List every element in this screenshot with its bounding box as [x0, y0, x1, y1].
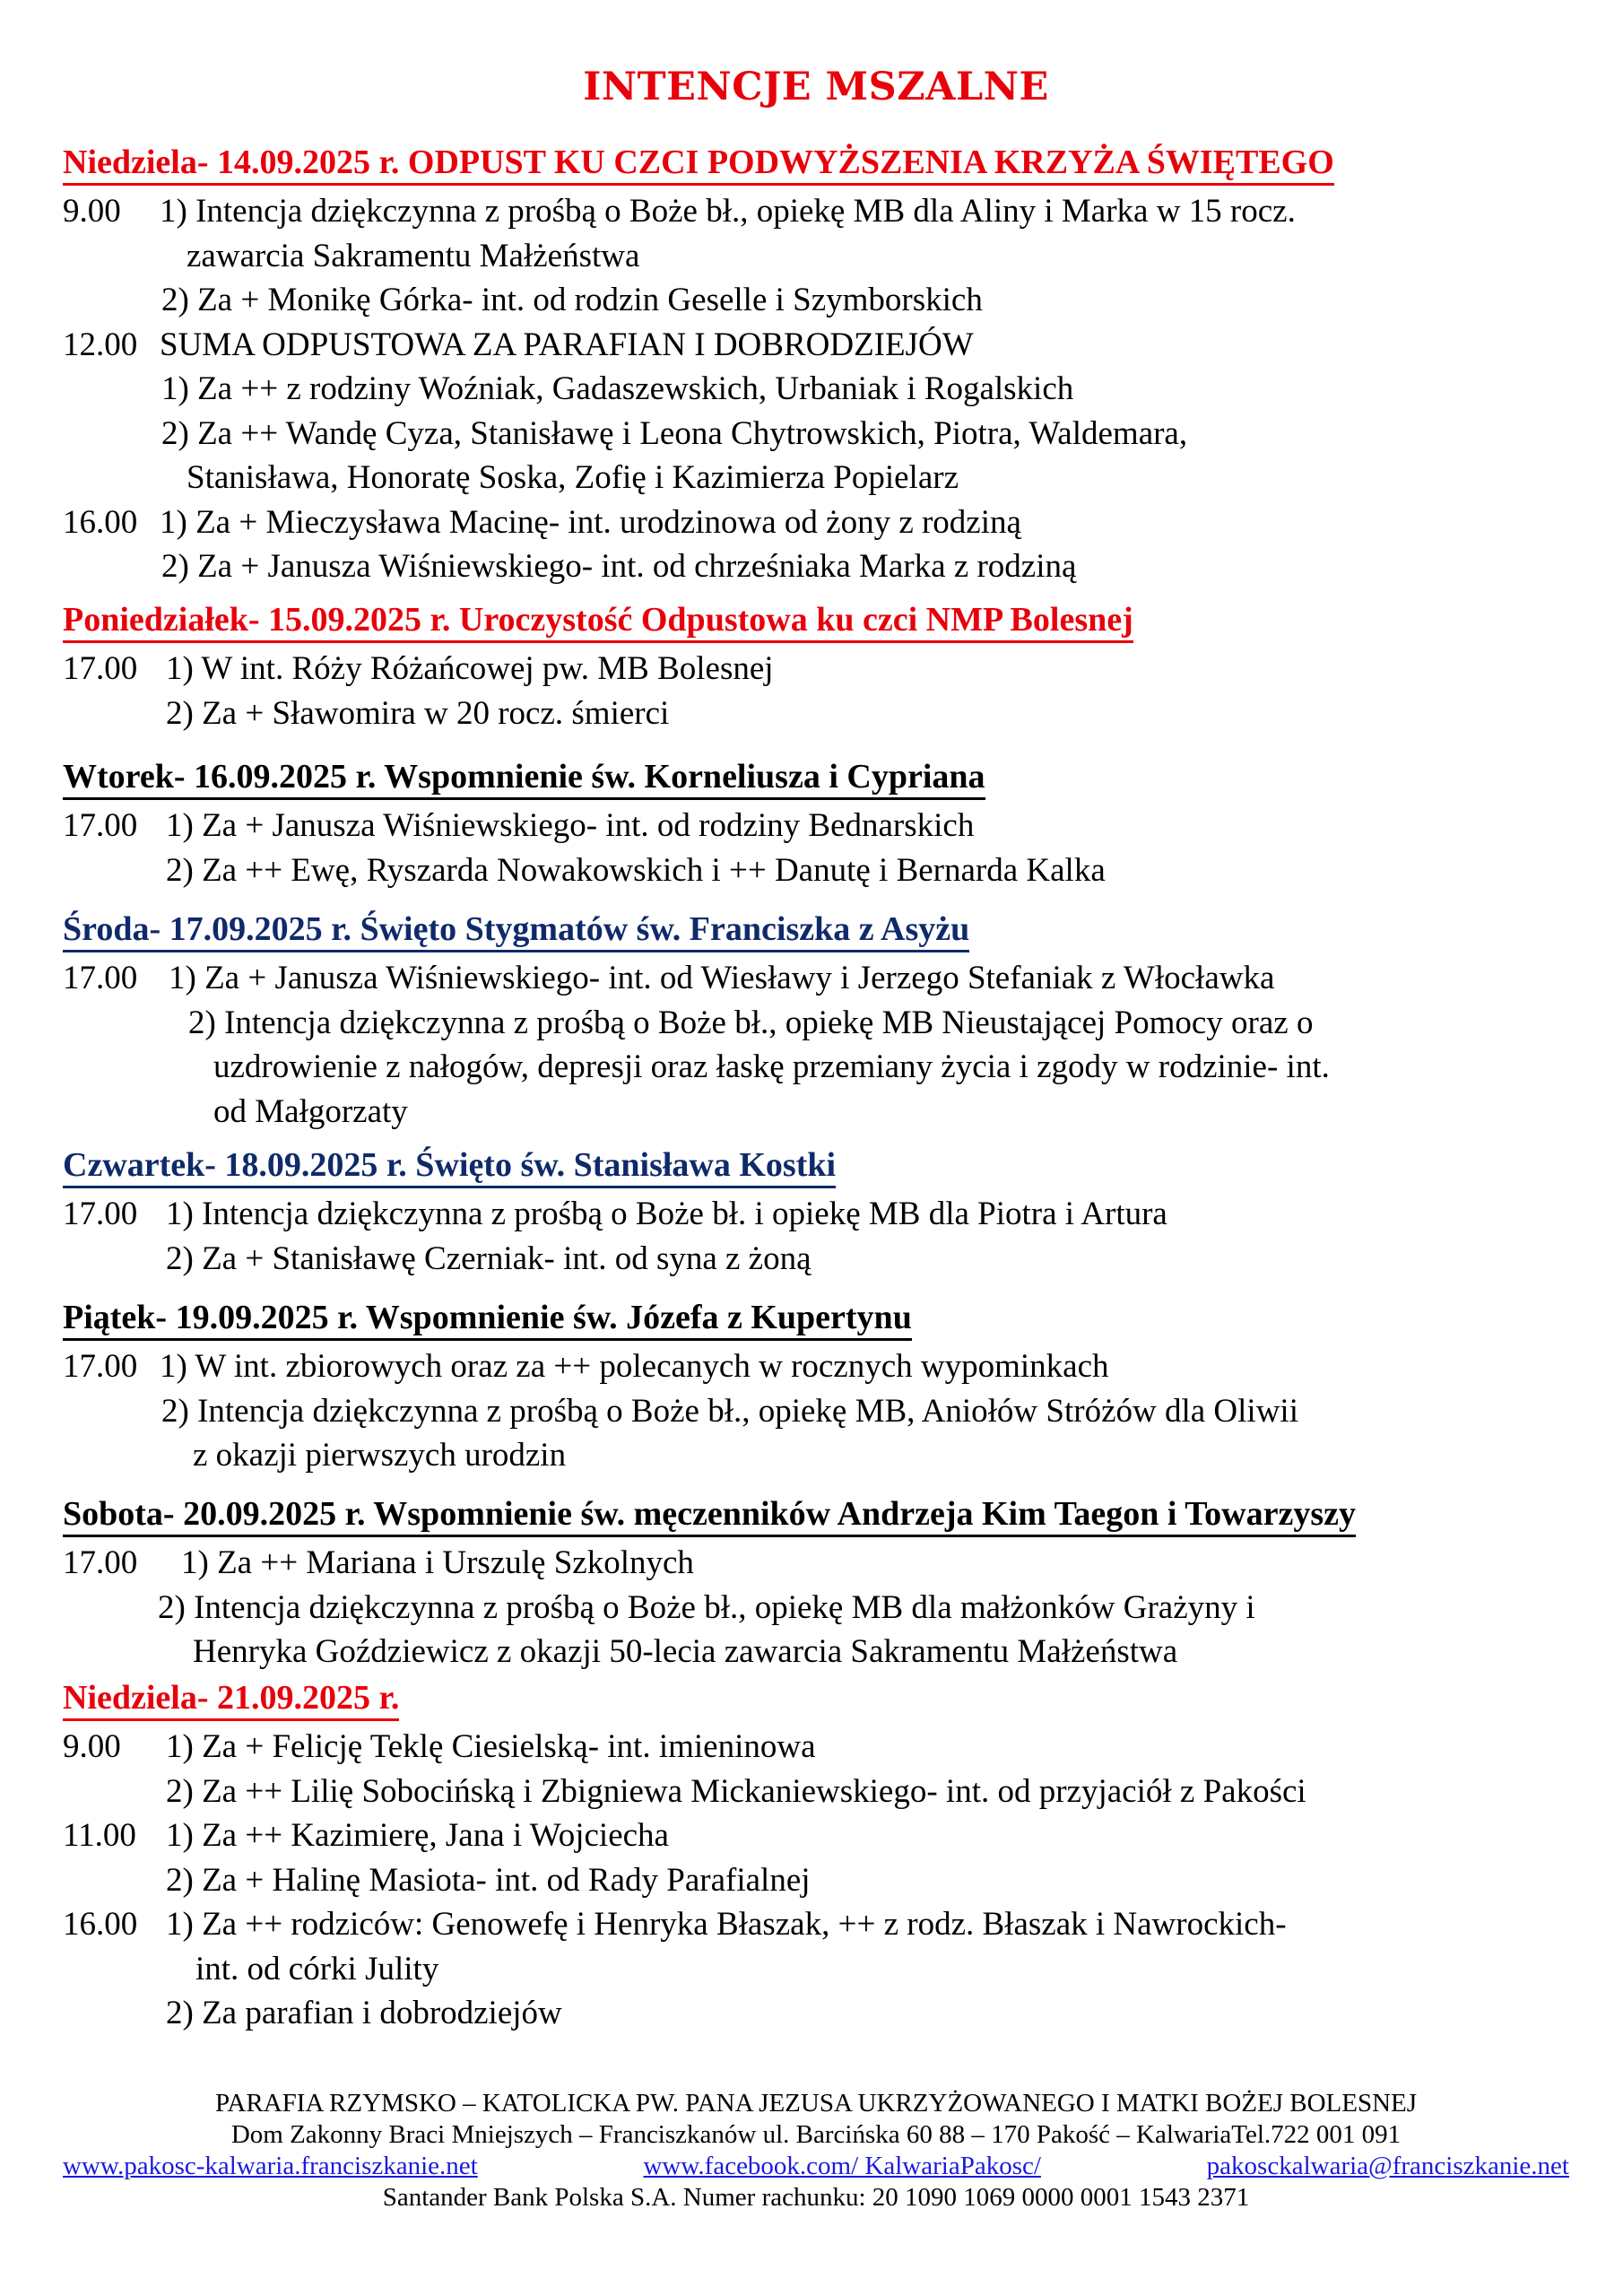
intention-line — [63, 1770, 1587, 1814]
facebook-link[interactable]: www.facebook.com/ KalwariaPakosc/ — [643, 2152, 1041, 2180]
day-section — [63, 909, 1587, 1134]
intention-line — [63, 1725, 1587, 1770]
intention-text: 1) Za ++ rodziców: Genowefę i Henryka Błaszak, ++ z rodz. Błaszak i Nawrockich- — [166, 1906, 1287, 1943]
intention-line — [63, 1858, 1587, 1903]
intention-line — [63, 323, 1587, 368]
day-heading: Środa- 17.09.2025 r. Święto Stygmatów św. Franciszka z Asyżu — [63, 909, 969, 952]
intention-text: 2) Za + Stanisławę Czerniak- int. od syna z żoną — [166, 1239, 812, 1277]
day-section — [63, 1144, 1587, 1281]
intention-text: 1) Intencja dziękczynna z prośbą o Boże bł., opiekę MB dla Aliny i Marka w 15 rocz. — [160, 193, 1296, 230]
intention-line — [63, 367, 1587, 412]
intention-text: uzdrowienie z nałogów, depresji oraz łaskę przemiany życia i zgody w rodzinie- int. — [213, 1048, 1330, 1085]
intention-line — [63, 234, 1587, 279]
intention-line — [63, 956, 1587, 1001]
footer — [63, 2088, 1569, 2213]
intention-text: 1) W int. Róży Różańcowej pw. MB Bolesnej — [166, 650, 774, 687]
intention-text: 1) Za + Janusza Wiśniewskiego- int. od Wiesławy i Jerzego Stefaniak z Włocławka — [169, 960, 1275, 996]
intention-line — [63, 412, 1587, 457]
intention-text: Henryka Goździewicz z okazji 50-lecia zawarcia Sakramentu Małżeństwa — [193, 1633, 1178, 1670]
intention-text: 1) Za ++ Kazimierę, Jana i Wojciecha — [166, 1817, 669, 1854]
intention-line — [63, 1090, 1587, 1135]
intention-line — [63, 1991, 1587, 2036]
footer-address: Dom Zakonny Braci Mniejszych – Franciszkanów ul. Barcińska 60 88 – 170 Pakość – KalwariaTel.722 001 091 — [230, 2120, 1402, 2149]
intention-line — [63, 691, 1587, 736]
day-heading: Wtorek- 16.09.2025 r. Wspomnienie św. Korneliusza i Cypriana — [63, 756, 985, 800]
intention-line — [63, 1902, 1587, 1947]
intention-line — [63, 1192, 1587, 1237]
day-section — [63, 756, 1587, 892]
intention-line — [63, 848, 1587, 893]
intention-line — [63, 189, 1587, 234]
day-section — [63, 599, 1587, 735]
footer-bank: Santander Bank Polska S.A. Numer rachunku: 20 1090 1069 0000 0001 1543 2371 — [382, 2183, 1250, 2212]
intention-text: 2) Za ++ Wandę Cyza, Stanisławę i Leona Chytrowskich, Piotra, Waldemara, — [161, 414, 1188, 452]
intention-text: z okazji pierwszych urodzin — [193, 1437, 567, 1474]
intention-line — [63, 1045, 1587, 1090]
footer-parish: PARAFIA RZYMSKO – KATOLICKA PW. PANA JEZUSA UKRZYŻOWANEGO I MATKI BOŻEJ BOLESNEJ — [214, 2089, 1418, 2118]
intention-text: zawarcia Sakramentu Małżeństwa — [187, 237, 640, 274]
intention-text: SUMA ODPUSTOWA ZA PARAFIAN I DOBRODZIEJÓW — [160, 326, 974, 363]
intention-text: 2) Intencja dziękczynna z prośbą o Boże bł., opiekę MB, Aniołów Stróżów dla Oliwii — [161, 1392, 1298, 1430]
intention-text: 2) Za + Sławomira w 20 rocz. śmierci — [166, 694, 670, 732]
intention-text: int. od córki Julity — [195, 1950, 439, 1987]
intention-text: 2) Za ++ Lilię Sobocińską i Zbigniewa Mickaniewskiego- int. od przyjaciół z Pakości — [166, 1772, 1306, 1810]
intention-text: od Małgorzaty — [213, 1092, 408, 1130]
intention-line — [63, 544, 1587, 589]
intention-text: 1) Za + Mieczysława Macinę- int. urodzinowa od żony z rodziną — [160, 503, 1021, 541]
intention-text: 2) Intencja dziękczynna z prośbą o Boże bł., opiekę MB Nieustającej Pomocy oraz o — [188, 1004, 1314, 1041]
intention-line — [63, 1586, 1587, 1631]
intention-text: 2) Za ++ Ewę, Ryszarda Nowakowskich i ++ Danutę i Bernarda Kalka — [166, 851, 1106, 889]
intention-text: 2) Za parafian i dobrodziejów — [166, 1995, 562, 2031]
intention-text: Stanisława, Honoratę Soska, Zofię i Kazimierza Popielarz — [187, 459, 959, 496]
intention-text: 2) Za + Janusza Wiśniewskiego- int. od chrześniaka Marka z rodziną — [161, 548, 1077, 585]
mass-time: 17.00 — [63, 1348, 138, 1385]
intention-text: 1) Intencja dziękczynna z prośbą o Boże bł. i opiekę MB dla Piotra i Artura — [166, 1196, 1167, 1232]
intention-line — [63, 1237, 1587, 1282]
day-section — [63, 1493, 1587, 1674]
email-link[interactable]: pakosckalwaria@franciszkanie.net — [1206, 2152, 1569, 2180]
intention-line — [63, 1389, 1587, 1434]
day-heading: Sobota- 20.09.2025 r. Wspomnienie św. męczenników Andrzeja Kim Taegon i Towarzyszy — [63, 1493, 1356, 1537]
intention-line — [63, 278, 1587, 323]
mass-time: 9.00 — [63, 193, 121, 230]
footer-links — [63, 2151, 1569, 2182]
intention-line — [63, 1541, 1587, 1586]
day-section — [63, 142, 1587, 589]
intention-text: 1) W int. zbiorowych oraz za ++ polecanych w rocznych wypominkach — [160, 1348, 1109, 1385]
mass-time: 16.00 — [63, 503, 138, 541]
intention-line — [63, 804, 1587, 848]
day-heading: Poniedziałek- 15.09.2025 r. Uroczystość Odpustowa ku czci NMP Bolesnej — [63, 599, 1133, 643]
mass-time: 11.00 — [63, 1817, 136, 1854]
intention-line — [63, 647, 1587, 691]
intention-text: 1) Za ++ z rodziny Woźniak, Gadaszewskich, Urbaniak i Rogalskich — [161, 370, 1074, 407]
intention-text: 1) Za + Felicję Teklę Ciesielską- int. imieninowa — [166, 1728, 816, 1765]
mass-time: 17.00 — [63, 807, 138, 844]
intention-text: 2) Intencja dziękczynna z prośbą o Boże bł., opiekę MB dla małżonków Grażyny i — [158, 1588, 1255, 1626]
day-section — [63, 1297, 1587, 1478]
day-heading: Niedziela- 14.09.2025 r. ODPUST KU CZCI PODWYŻSZENIA KRZYŻA ŚWIĘTEGO — [63, 142, 1334, 186]
mass-time: 17.00 — [63, 1544, 138, 1581]
intention-line — [63, 500, 1587, 545]
intention-text: 2) Za + Halinę Masiota- int. od Rady Parafialnej — [166, 1861, 811, 1899]
mass-time: 16.00 — [63, 1906, 138, 1943]
mass-time: 17.00 — [63, 650, 138, 687]
mass-time: 9.00 — [63, 1728, 121, 1765]
intention-text: 1) Za ++ Mariana i Urszulę Szkolnych — [181, 1544, 694, 1581]
day-section — [63, 1677, 1587, 2036]
intention-line — [63, 1433, 1587, 1478]
intention-line — [63, 1001, 1587, 1046]
intention-text: 1) Za + Janusza Wiśniewskiego- int. od rodziny Bednarskich — [166, 807, 975, 844]
day-heading: Piątek- 19.09.2025 r. Wspomnienie św. Józefa z Kupertynu — [63, 1297, 912, 1341]
intention-line — [63, 1630, 1587, 1674]
mass-time: 17.00 — [63, 1196, 138, 1232]
intention-line — [63, 1344, 1587, 1389]
intention-text: 2) Za + Monikę Górka- int. od rodzin Geselle i Szymborskich — [161, 282, 983, 318]
mass-time: 12.00 — [63, 326, 138, 363]
website-link[interactable]: www.pakosc-kalwaria.franciszkanie.net — [63, 2152, 478, 2180]
page-title: INTENCJE MSZALNE — [583, 65, 1049, 109]
intention-line — [63, 1813, 1587, 1858]
intention-line — [63, 456, 1587, 500]
day-heading: Niedziela- 21.09.2025 r. — [63, 1677, 399, 1721]
intention-line — [63, 1947, 1587, 1992]
day-heading: Czwartek- 18.09.2025 r. Święto św. Stanisława Kostki — [63, 1144, 836, 1188]
mass-time: 17.00 — [63, 960, 138, 996]
